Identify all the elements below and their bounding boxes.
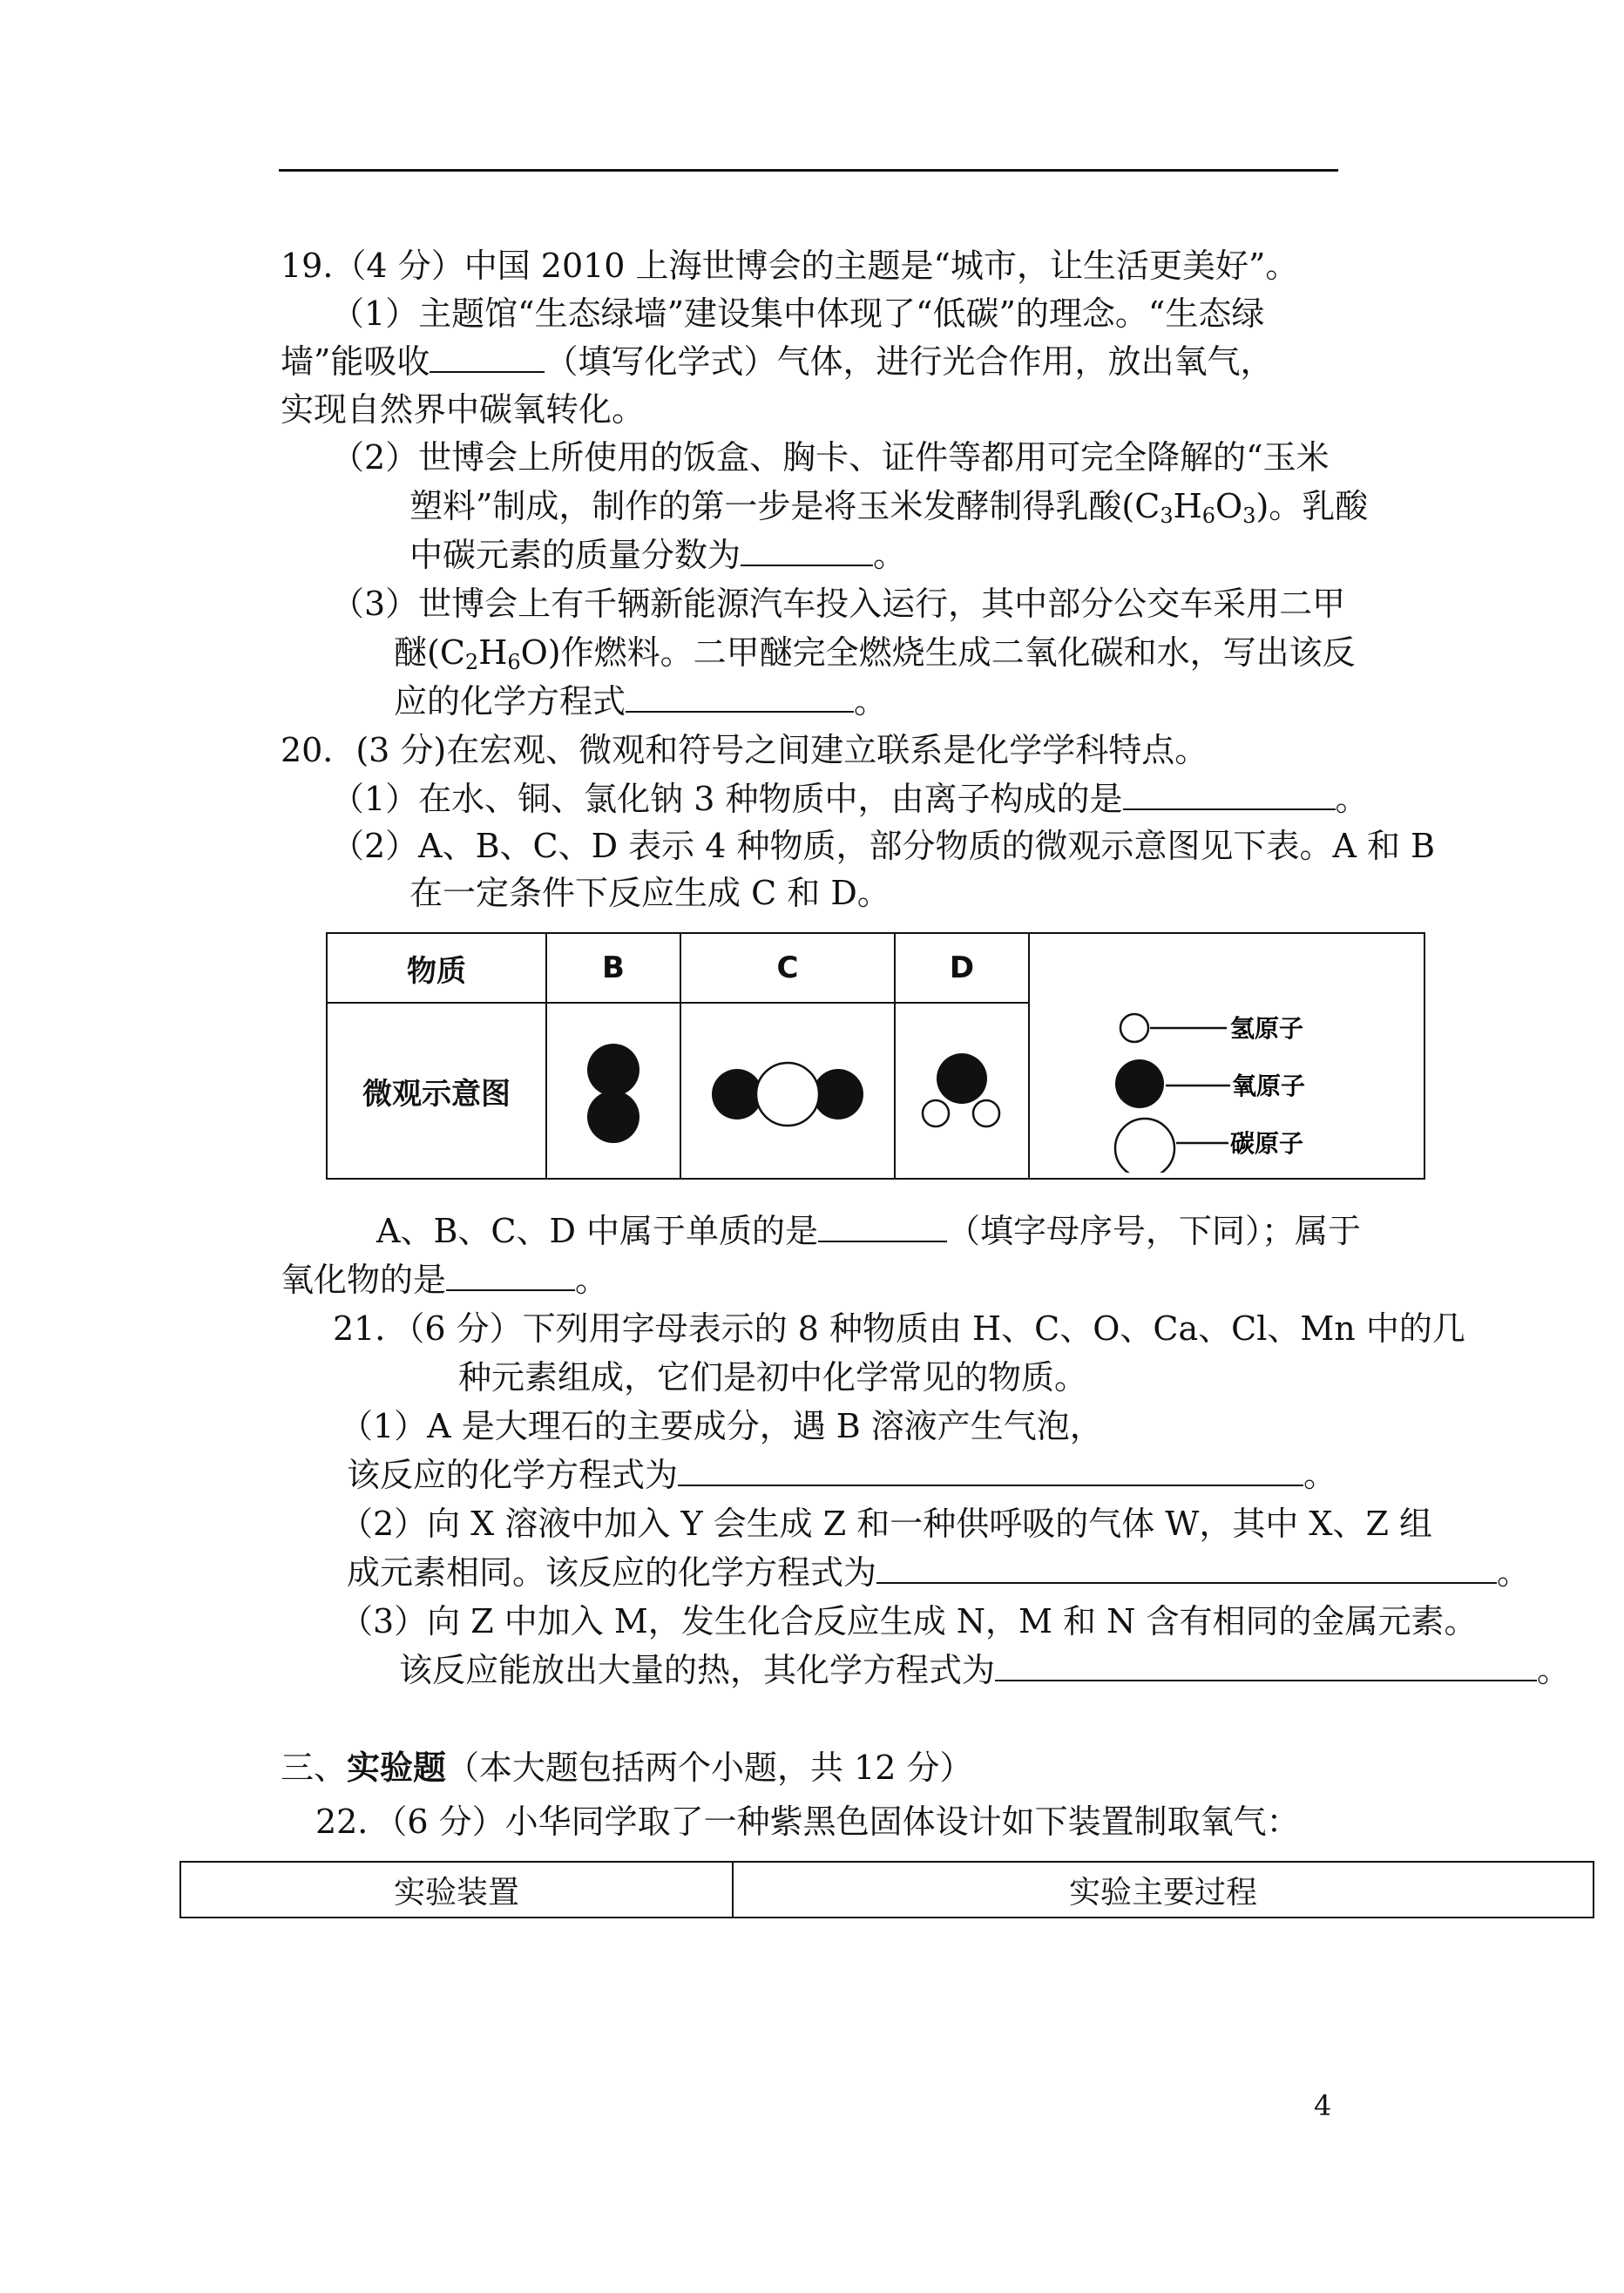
subscript: 6 — [507, 650, 521, 674]
q19-part1-text: （填写化学式）气体，进行光合作用，放出氧气， — [545, 342, 1274, 381]
header-b — [546, 933, 680, 1003]
q19-part3-text: 应的化学方程式 — [394, 682, 626, 720]
q21-part2-text: 成元素相同。该反应的化学方程式为 — [347, 1553, 877, 1592]
header-c-label: C — [776, 950, 799, 985]
q19-part2-text: 。 — [873, 536, 907, 574]
legend-carbon-label: 碳原子 — [1230, 1129, 1304, 1158]
q21-part2-line2 — [347, 1551, 1530, 1594]
q20-part1 — [331, 777, 1369, 821]
oxygen-atom-icon — [1115, 1059, 1164, 1108]
q19-part3-text: 醚(C — [394, 633, 465, 672]
q20-part2-line1: （2）A、B、C、D 表示 4 种物质，部分物质的微观示意图见下表。A 和 B — [331, 827, 1436, 865]
experiment-apparatus-header: 实验装置 — [180, 1862, 733, 1918]
q19-part3-line1: （3）世博会上有千辆新能源汽车投入运行，其中部分公交车采用二甲 — [331, 585, 1346, 623]
header-d — [895, 933, 1029, 1003]
answer-blank[interactable] — [430, 342, 545, 373]
q22-title: 22．（6 分）小华同学取了一种紫黑色固体设计如下装置制取氧气： — [315, 1803, 1300, 1841]
experiment-table — [179, 1861, 1594, 1918]
q20-after-line2 — [281, 1258, 608, 1302]
molecule-d-cell — [895, 1003, 1029, 1179]
q19-title: 19.（4 分）中国 2010 上海世博会的主题是“城市，让生活更美好”。 — [281, 247, 1299, 285]
oxygen-molecule-icon — [547, 1004, 680, 1174]
molecule-c-cell — [680, 1003, 895, 1179]
answer-blank[interactable] — [678, 1455, 1303, 1486]
answer-blank[interactable] — [626, 681, 854, 713]
atom-legend — [1030, 936, 1424, 1173]
subscript: 3 — [1242, 504, 1256, 528]
q19-part3-text: O)作燃料。二甲醚完全燃烧生成二氧化碳和水，写出该反 — [520, 633, 1356, 672]
row-label-cell — [327, 1003, 546, 1179]
q20-part2-line2: 在一定条件下反应生成 C 和 D。 — [409, 874, 890, 912]
q20-part1-text: （1）在水、铜、氯化钠 3 种物质中，由离子构成的是 — [331, 780, 1123, 818]
answer-blank[interactable] — [995, 1650, 1537, 1681]
answer-blank[interactable] — [876, 1552, 1497, 1584]
formula-part: H — [478, 633, 508, 672]
legend-oxygen-label: 氧原子 — [1232, 1072, 1306, 1100]
carbon-atom-icon — [1115, 1119, 1174, 1173]
molecule-b-cell — [546, 1003, 680, 1179]
header-substance-label: 物质 — [407, 953, 466, 989]
q20-after-text: 氧化物的是 — [281, 1261, 447, 1299]
legend-cell — [1029, 933, 1424, 1179]
q20-title: 20．(3 分)在宏观、微观和符号之间建立联系是化学学科特点。 — [281, 731, 1208, 769]
q19-part2-line2 — [409, 484, 1368, 538]
header-d-label: D — [949, 950, 975, 985]
q20-after-text: 。 — [575, 1261, 609, 1299]
experiment-process-header: 实验主要过程 — [733, 1862, 1594, 1918]
section-3-prefix: 三、 — [281, 1748, 348, 1787]
q19-part1-line2 — [281, 340, 1273, 383]
legend-hydrogen-label: 氢原子 — [1230, 1014, 1304, 1043]
answer-blank[interactable] — [446, 1260, 575, 1291]
q20-after-text: （填字母序号，下同）；属于 — [947, 1212, 1362, 1250]
subscript: 2 — [464, 650, 479, 674]
water-molecule-icon — [896, 1004, 1028, 1174]
q19-part3-line2 — [394, 631, 1356, 684]
micro-diagram-table — [326, 932, 1425, 1180]
formula-part: O — [1215, 487, 1243, 525]
q21-part2-line1: （2）向 X 溶液中加入 Y 会生成 Z 和一种供呼吸的气体 W，其中 X、Z 组 — [340, 1505, 1432, 1543]
header-b-label: B — [602, 950, 625, 985]
q19-part2-line3 — [409, 533, 906, 577]
header-c — [680, 933, 895, 1003]
subscript: 3 — [1160, 504, 1174, 528]
q19-part1-text: 墙”能吸收 — [281, 342, 430, 381]
header-rule — [279, 169, 1338, 172]
answer-blank[interactable] — [818, 1211, 947, 1242]
q21-part3-line1: （3）向 Z 中加入 M，发生化合反应生成 N，M 和 N 含有相同的金属元素。 — [340, 1602, 1478, 1640]
q21-part1-text: 该反应的化学方程式为 — [347, 1456, 679, 1494]
q19-part2-text: )。乳酸 — [1255, 487, 1369, 525]
answer-blank[interactable] — [1123, 779, 1336, 810]
q21-part1-text: 。 — [1303, 1456, 1337, 1494]
hydrogen-atom-icon — [1120, 1014, 1148, 1042]
section-3-note: （本大题包括两个小题，共 12 分） — [446, 1748, 973, 1787]
q21-part1-line2 — [347, 1453, 1336, 1497]
header-substance — [327, 933, 546, 1003]
q19-part2-text: 中碳元素的质量分数为 — [409, 536, 741, 574]
section-3-heading — [281, 1746, 973, 1789]
q21-part1-line1: （1）A 是大理石的主要成分，遇 B 溶液产生气泡， — [340, 1407, 1103, 1445]
q21-part2-text: 。 — [1497, 1553, 1531, 1592]
q21-part3-line2 — [399, 1648, 1570, 1692]
formula-part: H — [1173, 487, 1202, 525]
q21-title-line2: 种元素组成，它们是初中化学常见的物质。 — [458, 1358, 1088, 1397]
q20-after-text: A、B、C、D 中属于单质的是 — [376, 1212, 818, 1250]
q21-part3-text: 。 — [1537, 1651, 1571, 1689]
q21-part3-text: 该反应能放出大量的热，其化学方程式为 — [399, 1651, 996, 1689]
row-label: 微观示意图 — [362, 1076, 511, 1112]
q19-part1-line1: （1）主题馆“生态绿墙”建设集中体现了“低碳”的理念。“生态绿 — [331, 294, 1265, 333]
q21-title: 21．（6 分）下列用字母表示的 8 种物质由 H、C、O、Ca、Cl、Mn 中的几 — [333, 1309, 1465, 1348]
page-number: 4 — [1314, 2089, 1332, 2122]
section-3-title: 实验题 — [347, 1748, 447, 1787]
q19-part1-line3: 实现自然界中碳氧转化。 — [281, 390, 646, 429]
q19-part2-text: 塑料”制成，制作的第一步是将玉米发酵制得乳酸(C — [409, 487, 1160, 525]
q19-part3-text: 。 — [854, 682, 888, 720]
subscript: 6 — [1201, 504, 1216, 528]
carbon-dioxide-molecule-icon — [681, 1004, 894, 1174]
q19-part2-line1: （2）世博会上所使用的饭盒、胸卡、证件等都用可完全降解的“玉米 — [331, 438, 1330, 477]
answer-blank[interactable] — [741, 535, 873, 566]
q20-after-line1 — [376, 1209, 1361, 1253]
q20-part1-text: 。 — [1335, 780, 1369, 818]
q19-part3-line3 — [394, 680, 887, 723]
